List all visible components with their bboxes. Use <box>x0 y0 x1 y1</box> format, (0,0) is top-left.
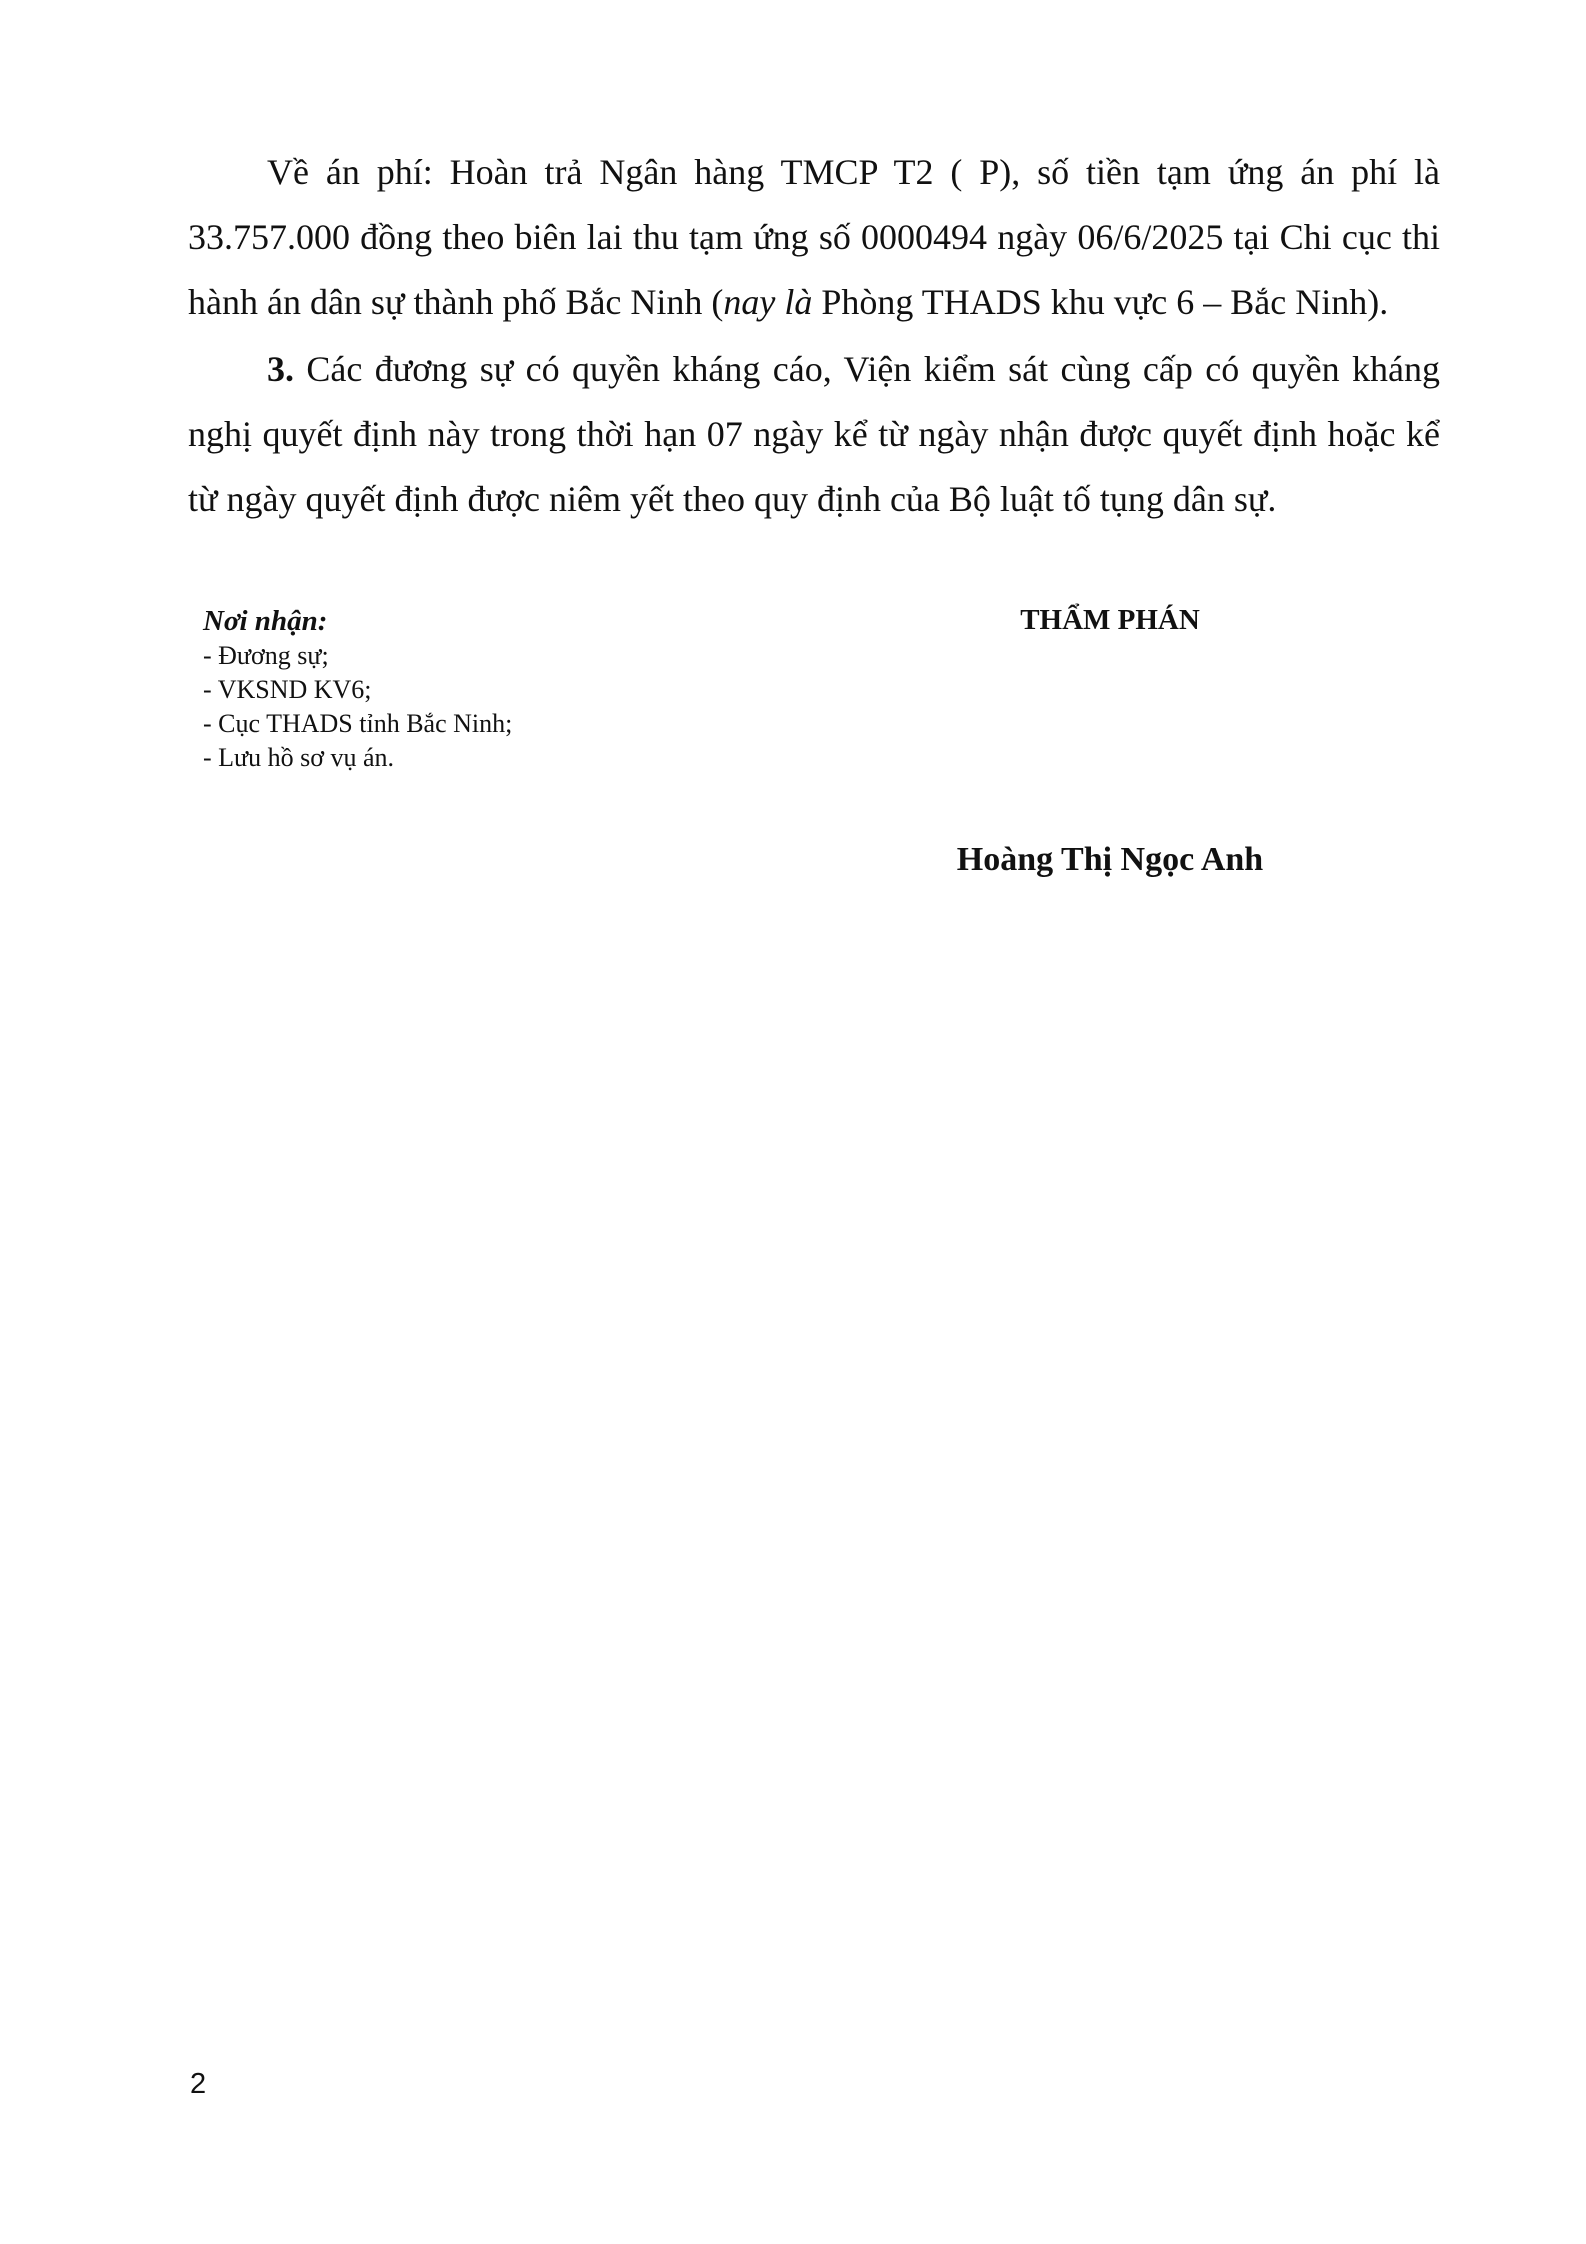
recipient-item: - VKSND KV6; <box>203 675 372 704</box>
court-fee-italic-phrase: nay là <box>723 282 813 322</box>
court-fee-paragraph <box>188 140 1440 335</box>
signature-title: THẨM PHÁN <box>1020 604 1200 636</box>
appeal-rights-paragraph <box>188 337 1440 532</box>
court-fee-text-end: Phòng THADS khu vực 6 – Bắc Ninh). <box>812 282 1389 322</box>
page-number: 2 <box>190 2068 207 2100</box>
recipients-heading: Nơi nhận: <box>203 605 328 637</box>
recipients-block <box>203 603 763 775</box>
signature-block <box>880 601 1340 639</box>
signer-name: Hoàng Thị Ngọc Anh <box>956 841 1264 878</box>
recipient-item: - Cục THADS tỉnh Bắc Ninh; <box>203 709 513 738</box>
clause-number: 3. <box>267 349 294 389</box>
court-fee-text: Về án phí: Hoàn trả Ngân hàng TMCP T2 ( P), số tiền tạm ứng án phí là 33.757.000 đồng theo biên lai thu tạm ứng số 0000494 ngày 06/6/2025 tại Chi cục thi hành án dân sự thành phố Bắc Ninh ( <box>188 152 1440 322</box>
recipient-item: - Lưu hồ sơ vụ án. <box>203 743 395 772</box>
body-text <box>188 140 1440 532</box>
recipient-item: - Đương sự; <box>203 641 329 670</box>
appeal-rights-text: Các đương sự có quyền kháng cáo, Viện kiểm sát cùng cấp có quyền kháng nghị quyết định này trong thời hạn 07 ngày kể từ ngày nhận được quyết định hoặc kể từ ngày quyết định được niêm yết theo quy định của Bộ luật tố tụng dân sự. <box>188 349 1440 519</box>
